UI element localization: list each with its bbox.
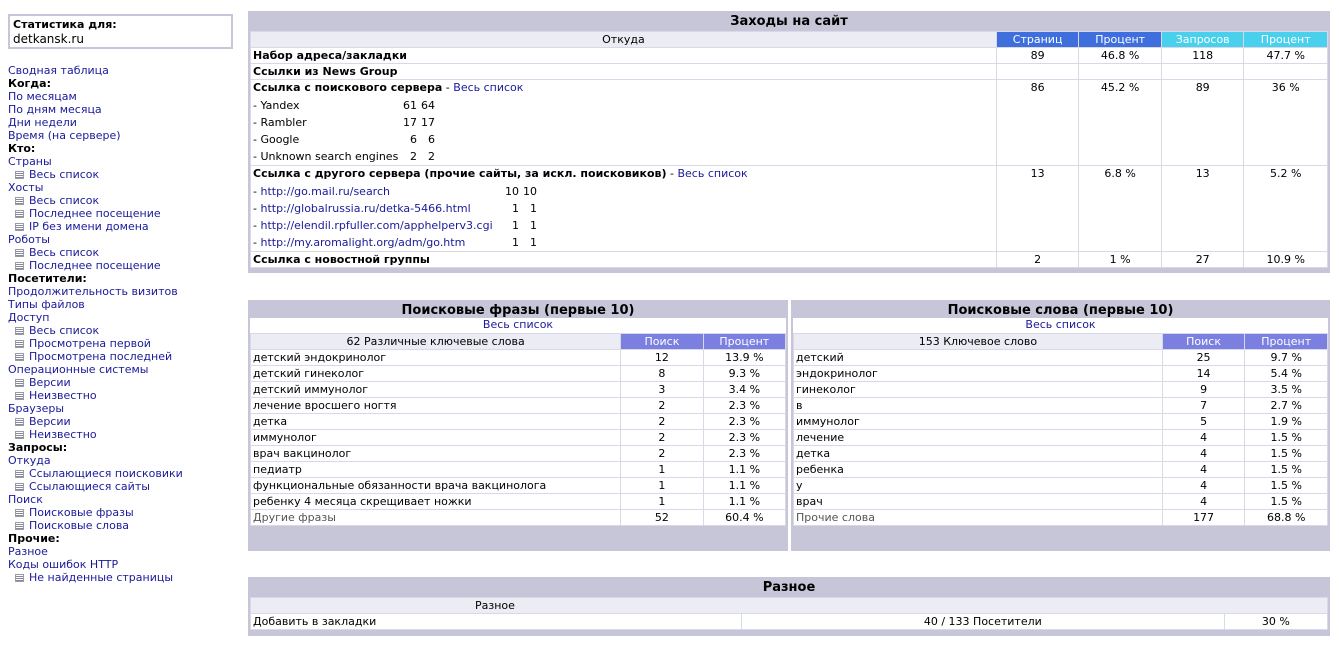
sidebar-link[interactable]: Хосты [8,181,44,194]
word-percent: 1.9 % [1245,414,1327,429]
phrase-text: иммунолог [251,430,620,445]
table-row [251,366,785,381]
sidebar-link[interactable]: Продолжительность визитов [8,285,178,298]
phrase-text: детский иммунолог [251,382,620,397]
sidebar-sublink[interactable]: Весь список [29,194,100,207]
word-percent: 5.4 % [1245,366,1327,381]
table-row [251,494,785,509]
list-icon [15,431,24,439]
phrase-percent: 3.4 % [704,382,785,397]
list-item [253,148,994,165]
source-sublist [253,183,994,251]
sidebar-item[interactable] [8,402,240,415]
sidebar-item[interactable] [8,506,240,519]
word-count: 4 [1163,494,1245,509]
misc-bookmarks-visitors: 40 / 133 Посетители [742,614,1224,629]
col-hits-percent-header: Процент [1244,32,1327,47]
sidebar-item: Кто: [8,142,36,155]
sidebar-sublink[interactable]: Ссылающиеся сайты [29,480,150,493]
word-text: эндокринолог [794,366,1162,381]
phrase-count: 2 [621,414,702,429]
sidebar-item[interactable] [8,558,240,571]
sidebar-item[interactable] [8,116,240,129]
stats-title: Статистика для: [13,18,117,31]
word-text: иммунолог [794,414,1162,429]
sidebar-sublink[interactable]: Весь список [29,324,100,337]
visit-source-label: Набор адреса/закладки [253,49,407,62]
visit-pct2: 36 % [1244,80,1327,165]
word-other-label: Прочие слова [794,510,1162,525]
sidebar-item[interactable] [8,90,240,103]
list-icon [15,522,24,530]
col-pages-header: Страниц [997,32,1079,47]
sidebar-link[interactable]: Доступ [8,311,50,324]
phrase-percent: 2.3 % [704,398,785,413]
sidebar-sublink[interactable]: Весь список [29,168,100,181]
phrase-count: 1 [621,494,702,509]
source-sublist [253,97,994,165]
sidebar-sublink[interactable]: Версии [29,415,71,428]
sidebar-link[interactable]: Роботы [8,233,50,246]
sidebar-item: Посетители: [8,272,87,285]
pages-count: 17 [403,116,417,129]
word-percent: 1.5 % [1245,494,1327,509]
visit-pages: 13 [997,166,1079,251]
table-row [251,166,1327,251]
sidebar-menu [8,64,240,584]
word-percent: 9.7 % [1245,350,1327,365]
visit-hits: 89 [1162,80,1244,165]
list-icon [15,574,24,582]
sidebar-item: Запросы: [8,441,68,454]
word-count: 5 [1163,414,1245,429]
phrase-other-count: 52 [621,510,702,525]
sidebar-item[interactable] [8,324,240,337]
word-percent: 2.7 % [1245,398,1327,413]
list-icon [15,223,24,231]
sidebar-link[interactable]: Поиск [8,493,43,506]
referrer-link[interactable]: http://elendil.rpfuller.com/apphelperv3.cgi [260,219,493,232]
phrase-text: детский гинеколог [251,366,620,381]
word-header-0: 153 Ключевое слово [794,334,1162,349]
table-row [251,350,785,365]
table-row [794,382,1327,397]
phrase-text: лечение вросшего ногтя [251,398,620,413]
sidebar-sublink[interactable]: Неизвестно [29,389,97,402]
list-icon [15,327,24,335]
sidebar-item[interactable] [8,454,240,467]
phrase-header-1: Поиск [621,334,702,349]
sidebar-item[interactable] [8,129,240,142]
phrase-text: ребенку 4 месяца скрещивает ножки [251,494,620,509]
visit-pct2: 5.2 % [1244,166,1327,251]
phrase-percent: 2.3 % [704,446,785,461]
phrase-count: 1 [621,478,702,493]
misc-panel [248,577,1330,636]
word-text: в [794,398,1162,413]
sidebar [8,14,240,584]
sidebar-item[interactable] [8,493,240,506]
sidebar-item[interactable] [8,428,240,441]
search-words-table [793,333,1328,526]
list-item: - http://my.aromalight.org/adm/go.htm 1 1 [253,236,537,249]
list-icon [15,249,24,257]
table-row [251,446,785,461]
visit-pct2 [1244,64,1327,79]
hits-count: 6 [428,133,435,146]
sidebar-item[interactable] [8,350,240,363]
misc-header: Разное [251,598,1327,613]
table-row [251,462,785,477]
visit-pages [997,64,1079,79]
phrase-count: 3 [621,382,702,397]
sidebar-item[interactable] [8,181,240,194]
table-row [251,382,785,397]
misc-title: Разное [250,579,1328,597]
sidebar-sublink[interactable]: Поисковые слова [29,519,130,532]
table-row [794,398,1327,413]
visit-hits: 27 [1162,252,1244,267]
visit-pct1: 46.8 % [1079,48,1161,63]
visit-source-label: Ссылка с поискового сервера [253,81,443,94]
word-count: 14 [1163,366,1245,381]
table-row [251,80,1327,165]
table-row [251,478,785,493]
sidebar-item[interactable] [8,194,240,207]
col-pages-percent-header: Процент [1079,32,1161,47]
visit-pages: 89 [997,48,1079,63]
visit-hits: 13 [1162,166,1244,251]
word-text: детский [794,350,1162,365]
table-row [794,366,1327,381]
phrase-percent: 2.3 % [704,430,785,445]
word-other-percent: 68.8 % [1245,510,1327,525]
table-row-other [794,510,1327,525]
visit-pct1: 6.8 % [1079,166,1161,251]
word-text: у [794,478,1162,493]
sidebar-item: Прочие: [8,532,60,545]
phrase-count: 2 [621,446,702,461]
word-count: 9 [1163,382,1245,397]
phrase-text: детка [251,414,620,429]
sidebar-item[interactable] [8,155,240,168]
phrase-count: 1 [621,462,702,477]
table-row [794,414,1327,429]
sidebar-item[interactable] [8,103,240,116]
visit-source-cell [251,48,996,63]
table-row [794,430,1327,445]
search-phrases-panel [248,300,788,551]
word-count: 4 [1163,430,1245,445]
sidebar-item: Когда: [8,77,52,90]
full-list-link[interactable]: Весь список [453,81,524,94]
search-phrases-full-list-link[interactable]: Весь список [482,318,554,331]
phrase-percent: 1.1 % [704,494,785,509]
site-name: detkansk.ru [13,32,84,46]
list-icon [15,171,24,179]
word-percent: 1.5 % [1245,446,1327,461]
misc-bookmarks-label: Добавить в закладки [251,614,741,629]
sidebar-sublink[interactable]: Версии [29,376,71,389]
search-words-full-list-link[interactable]: Весь список [1025,318,1096,331]
misc-bookmarks-percent: 30 % [1225,614,1327,629]
sidebar-link[interactable]: Разное [8,545,48,558]
phrase-count: 8 [621,366,702,381]
sidebar-sublink[interactable]: Последнее посещение [29,259,161,272]
word-text: ребенка [794,462,1162,477]
table-row [794,462,1327,477]
visit-source-cell: Ссылка с другого сервера (прочие сайты, за искл. поисковиков) - Весь список - http://go.mail.ru/search 10 10 - http://globalrussia.ru/detka-5466.html 1 1 - http://elendil.rpfuller.com/apphelperv3.cgi 1 1 - http://my.aromalight.org/adm/go.htm 1 1 [251,166,996,251]
sidebar-item[interactable] [8,467,240,480]
sidebar-sublink[interactable]: Ссылающиеся поисковики [29,467,183,480]
visit-hits [1162,64,1244,79]
visit-source-label: Ссылка с новостной группы [253,253,430,266]
engine-name: - Rambler [253,116,307,129]
word-count: 7 [1163,398,1245,413]
list-item [253,97,994,114]
table-row [251,252,1327,267]
phrase-count: 2 [621,430,702,445]
sidebar-item[interactable] [8,337,240,350]
misc-table [250,597,1328,630]
word-percent: 1.5 % [1245,430,1327,445]
pages-count: 1 [512,236,519,249]
list-item [253,114,994,131]
sidebar-link[interactable]: Типы файлов [8,298,85,311]
list-icon [15,418,24,426]
list-icon [15,379,24,387]
table-row [251,414,785,429]
list-icon [15,483,24,491]
word-other-count: 177 [1163,510,1245,525]
table-row [794,350,1327,365]
hits-count: 1 [530,202,537,215]
table-row [794,478,1327,493]
word-percent: 1.5 % [1245,462,1327,477]
table-row-other [251,510,785,525]
sidebar-link[interactable]: По месяцам [8,90,77,103]
sidebar-link[interactable]: Время (на сервере) [8,129,121,142]
visit-pct1: 1 % [1079,252,1161,267]
sidebar-item[interactable] [8,168,240,181]
sidebar-sublink[interactable]: Весь список [29,246,100,259]
sidebar-link[interactable]: Браузеры [8,402,65,415]
pages-count: 61 [403,99,417,112]
referrer-link[interactable]: http://my.aromalight.org/adm/go.htm [260,236,466,249]
sidebar-link[interactable]: Операционные системы [8,363,149,376]
list-item [253,131,994,148]
word-count: 4 [1163,462,1245,477]
phrase-other-percent: 60.4 % [704,510,785,525]
sidebar-sublink[interactable]: Последнее посещение [29,207,161,220]
sidebar-item[interactable] [8,64,240,77]
pages-count: 1 [512,219,519,232]
sidebar-sublink[interactable]: Просмотрена первой [29,337,151,350]
sidebar-sublink[interactable]: Не найденные страницы [29,571,174,584]
sidebar-item[interactable] [8,363,240,376]
sidebar-link[interactable]: Страны [8,155,52,168]
phrase-count: 2 [621,398,702,413]
word-percent: 1.5 % [1245,478,1327,493]
visit-pages: 2 [997,252,1079,267]
sidebar-link[interactable]: Дни недели [8,116,77,129]
pages-count: 2 [410,150,417,163]
sidebar-sublink[interactable]: Просмотрена последней [29,350,173,363]
table-row [251,430,785,445]
visit-pages: 86 [997,80,1079,165]
search-phrases-table [250,333,786,526]
sidebar-item[interactable] [8,246,240,259]
sidebar-link[interactable]: Сводная таблица [8,64,109,77]
hits-count: 10 [523,185,537,198]
list-item: - http://globalrussia.ru/detka-5466.html 1 1 [253,202,537,215]
sidebar-item[interactable] [8,519,240,532]
phrase-text: функциональные обязанности врача вакцинолога [251,478,620,493]
engine-name: - Unknown search engines [253,150,399,163]
list-icon [15,509,24,517]
phrase-header-2: Процент [704,334,785,349]
full-list-link[interactable]: Весь список [677,167,748,180]
word-count: 4 [1163,478,1245,493]
visit-source-cell: Ссылка с поискового сервера - Весь список - Yandex 61 64 - Rambler 17 17 - Google 6 6 - Unknown search engines 2 2 [251,80,996,165]
sidebar-item[interactable] [8,298,240,311]
word-text: лечение [794,430,1162,445]
pages-count: 6 [410,133,417,146]
phrase-header-0: 62 Различные ключевые слова [251,334,620,349]
sidebar-item[interactable] [8,233,240,246]
visits-table [250,31,1328,268]
stats-for-box [8,14,233,49]
visit-pct1 [1079,64,1161,79]
search-words-panel [791,300,1330,551]
list-item: - http://go.mail.ru/search 10 10 [253,185,537,198]
word-header-1: Поиск [1163,334,1245,349]
pages-count: 1 [512,202,519,215]
phrase-text: врач вакцинолог [251,446,620,461]
sidebar-item[interactable] [8,480,240,493]
phrase-count: 12 [621,350,702,365]
hits-count: 2 [428,150,435,163]
list-icon [15,392,24,400]
phrase-percent: 1.1 % [704,462,785,477]
engine-name: - Google [253,133,300,146]
col-from-header: Откуда [251,32,996,47]
hits-count: 1 [530,219,537,232]
engine-name: - Yandex [253,99,300,112]
search-phrases-title: Поисковые фразы (первые 10) [250,302,786,318]
phrase-percent: 2.3 % [704,414,785,429]
list-icon [15,210,24,218]
sidebar-link[interactable]: Коды ошибок HTTP [8,558,119,571]
sidebar-sublink[interactable]: Неизвестно [29,428,97,441]
visit-source-cell [251,64,996,79]
list-icon [15,340,24,348]
sidebar-link[interactable]: Откуда [8,454,51,467]
visit-source-cell [251,252,996,267]
referrer-link[interactable]: http://go.mail.ru/search [260,185,390,198]
list-icon [15,353,24,361]
phrase-other-label: Другие фразы [251,510,620,525]
hits-count: 64 [421,99,435,112]
sidebar-item[interactable] [8,207,240,220]
search-words-title: Поисковые слова (первые 10) [793,302,1328,318]
sidebar-item[interactable] [8,285,240,298]
list-icon [15,262,24,270]
hits-count: 1 [530,236,537,249]
table-row [251,398,785,413]
visit-hits: 118 [1162,48,1244,63]
phrase-text: детский эндокринолог [251,350,620,365]
word-count: 4 [1163,446,1245,461]
sidebar-item[interactable] [8,389,240,402]
table-row [251,48,1327,63]
list-item: - http://elendil.rpfuller.com/apphelperv3.cgi 1 1 [253,219,537,232]
col-hits-header: Запросов [1162,32,1244,47]
phrase-percent: 13.9 % [704,350,785,365]
sidebar-item[interactable] [8,311,240,324]
word-percent: 3.5 % [1245,382,1327,397]
word-text: детка [794,446,1162,461]
sidebar-link[interactable]: По дням месяца [8,103,102,116]
visit-pct2: 10.9 % [1244,252,1327,267]
visit-source-label: Ссылка с другого сервера (прочие сайты, за искл. поисковиков) [253,167,667,180]
word-text: гинеколог [794,382,1162,397]
sidebar-item[interactable] [8,545,240,558]
hits-count: 17 [421,116,435,129]
word-text: врач [794,494,1162,509]
visit-source-label: Ссылки из News Group [253,65,398,78]
pages-count: 10 [505,185,519,198]
visit-pct1: 45.2 % [1079,80,1161,165]
phrase-percent: 1.1 % [704,478,785,493]
sidebar-sublink[interactable]: IP без имени домена [29,220,149,233]
table-row [794,494,1327,509]
phrase-text: педиатр [251,462,620,477]
word-count: 25 [1163,350,1245,365]
table-row [251,64,1327,79]
sidebar-item[interactable] [8,571,240,584]
list-icon [15,197,24,205]
visits-title: Заходы на сайт [250,13,1328,31]
visits-panel [248,11,1330,273]
sidebar-item[interactable] [8,220,240,233]
sidebar-sublink[interactable]: Поисковые фразы [29,506,134,519]
word-header-2: Процент [1245,334,1327,349]
sidebar-item[interactable] [8,376,240,389]
referrer-link[interactable]: http://globalrussia.ru/detka-5466.html [260,202,471,215]
phrase-percent: 9.3 % [704,366,785,381]
visit-pct2: 47.7 % [1244,48,1327,63]
sidebar-item[interactable] [8,259,240,272]
list-icon [15,470,24,478]
sidebar-item[interactable] [8,415,240,428]
table-row [794,446,1327,461]
